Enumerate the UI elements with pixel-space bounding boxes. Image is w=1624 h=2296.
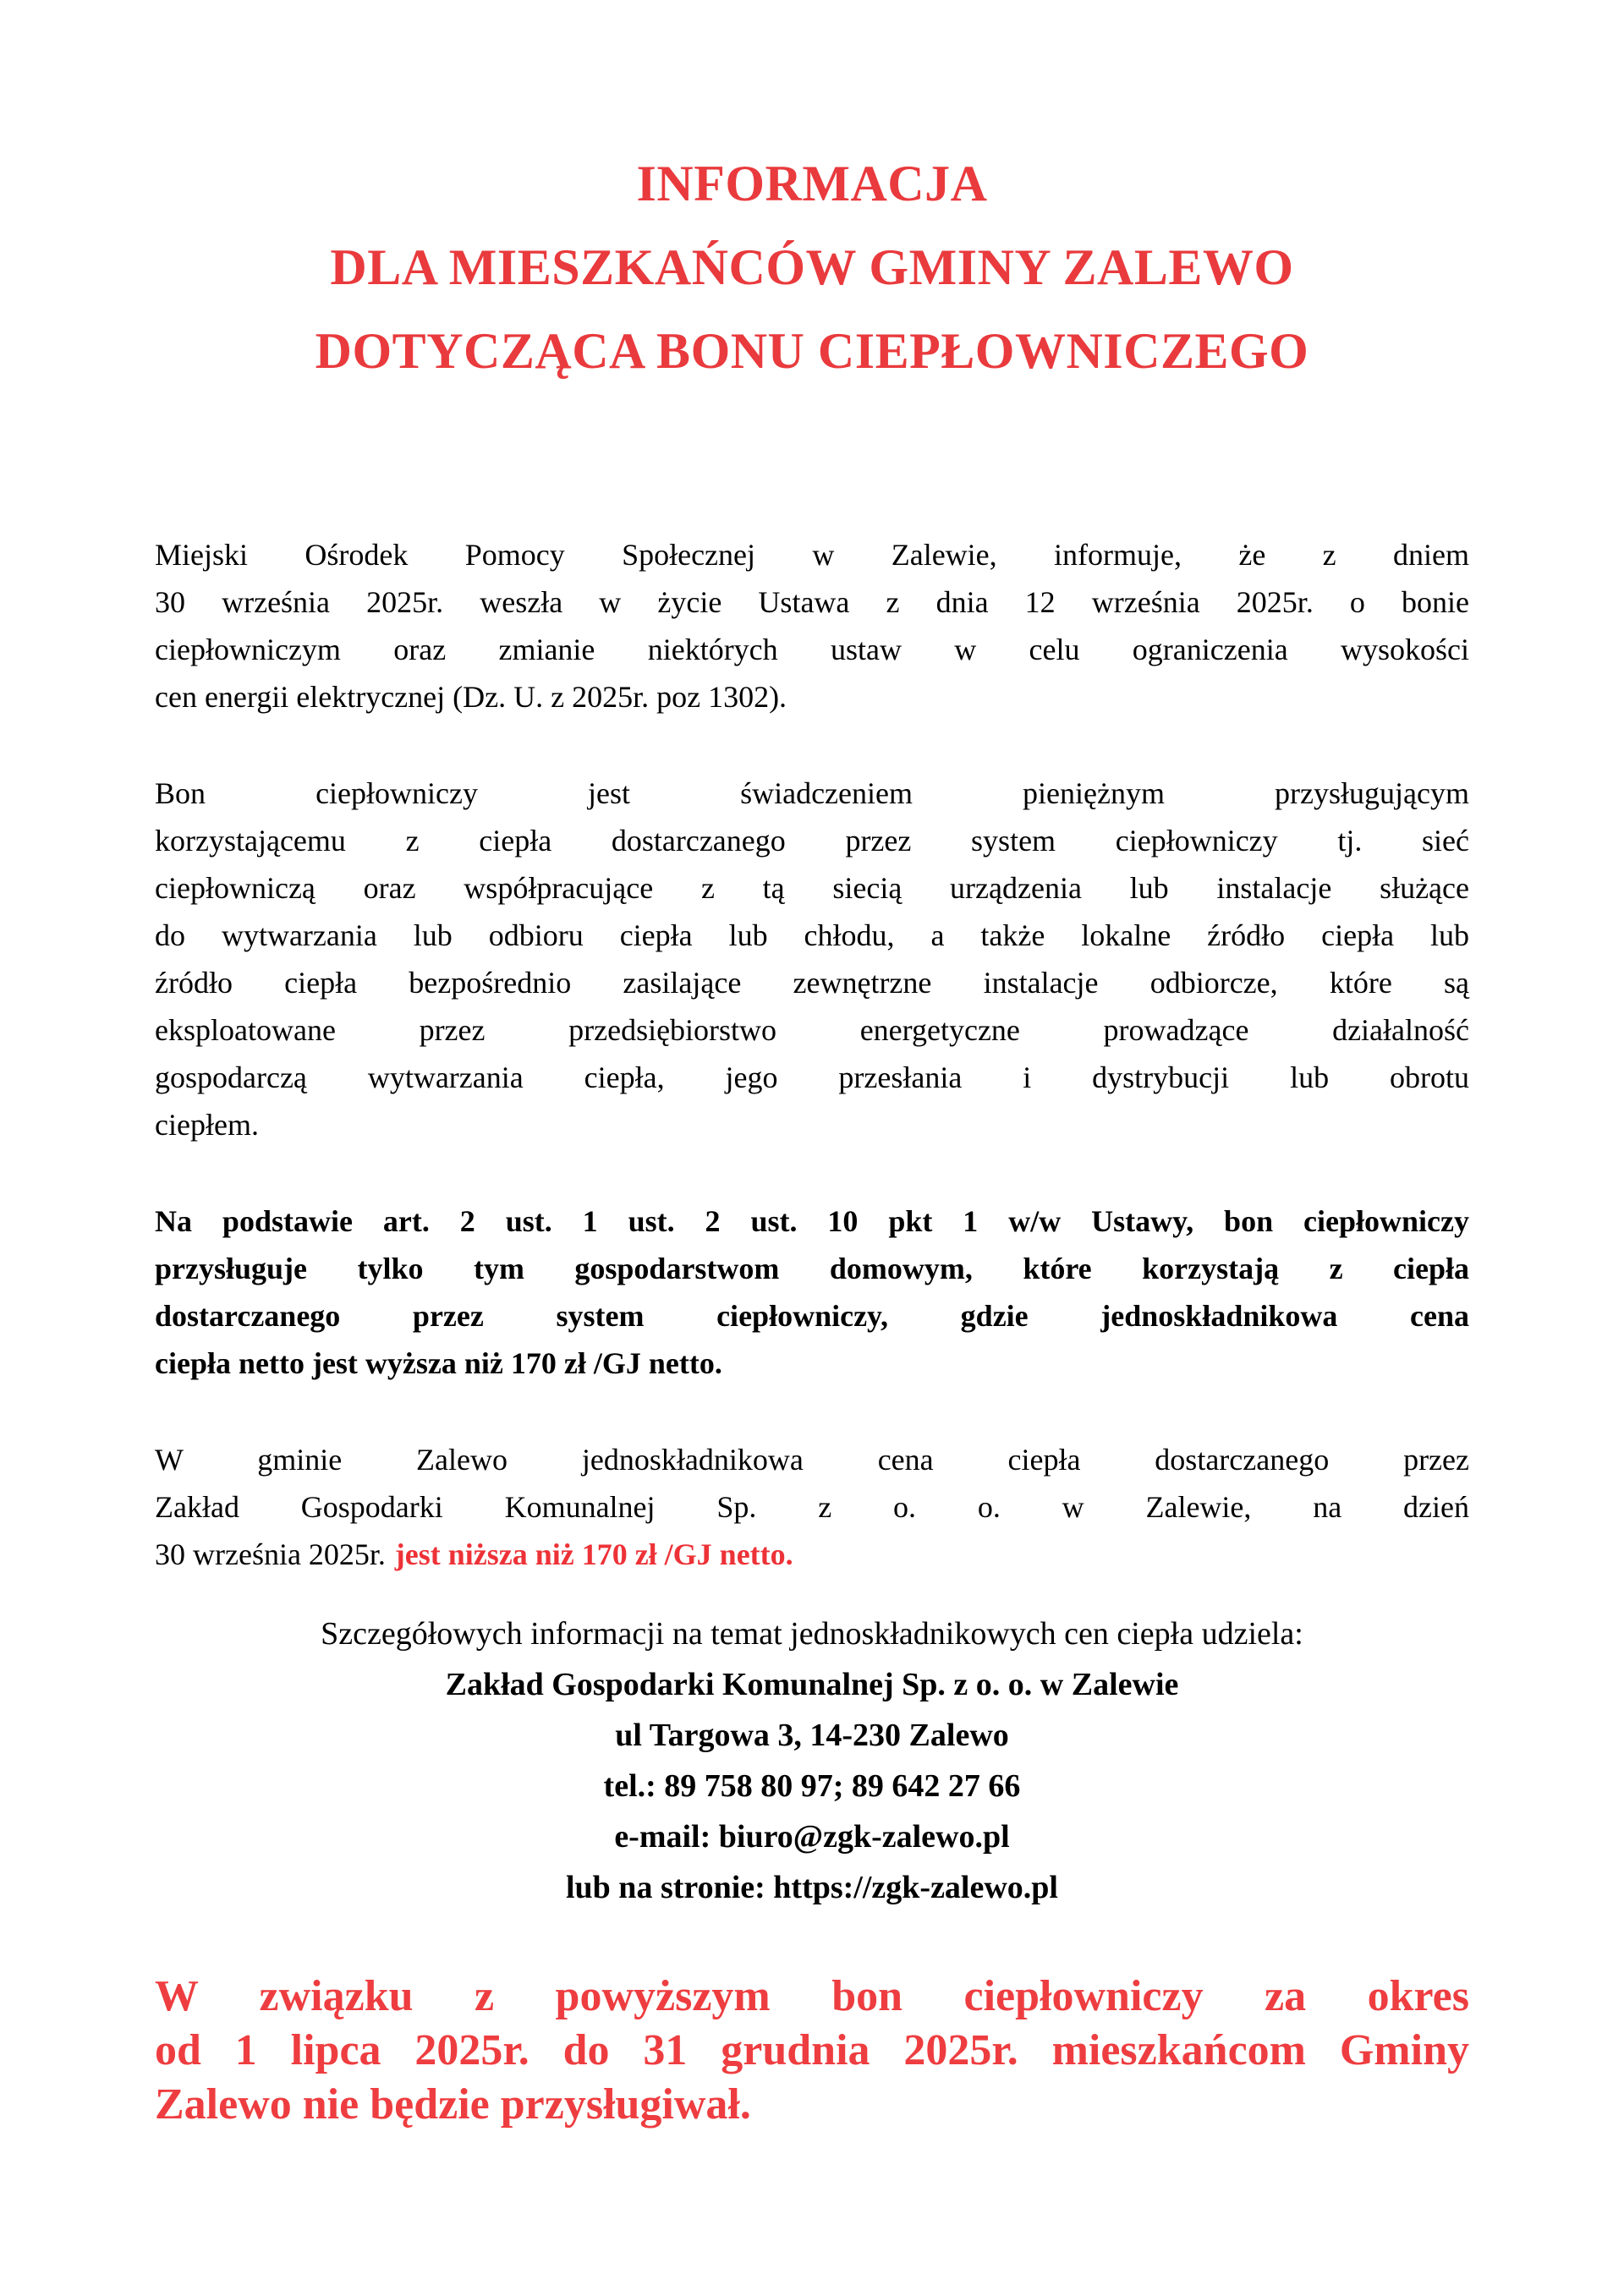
text-line: Zalewo nie będzie przysługiwał. [155,2080,751,2129]
paragraph-local-price [155,1436,1469,1578]
paragraph-bon-definition [155,770,1469,1148]
text-line: korzystającemu z ciepła dostarczanego przez system ciepłowniczy tj. sieć [155,824,1469,858]
text-line: W związku z powyższym bon ciepłowniczy za okres [155,1972,1469,2020]
local-price-line-3 [155,1531,1469,1578]
text-line: eksploatowane przez przedsiębiorstwo energetyczne prowadzące działalność [155,1013,1469,1047]
local-price-line-1: W gminie Zalewo jednoskładnikowa cena ciepła dostarczanego przez [155,1443,1469,1477]
title-line-informacja: INFORMACJA [636,156,988,211]
text-line: przysługuje tylko tym gospodarstwom domowym, które korzystają z ciepła [155,1252,1469,1285]
text-line: ciepłowniczym oraz zmianie niektórych ustaw w celu ograniczenia wysokości [155,633,1469,666]
contact-email: e-mail: biuro@zgk-zalewo.pl [614,1819,1010,1855]
text-line: źródło ciepła bezpośrednio zasilające zewnętrzne instalacje odbiorcze, które są [155,966,1469,1000]
title-line-audience: DLA MIESZKAŃCÓW GMINY ZALEWO [330,239,1294,295]
contact-block [155,1608,1469,1913]
local-price-line-2: Zakład Gospodarki Komunalnej Sp. z o. o. w Zalewie, na dzień [155,1490,1469,1524]
text-line: ciepłem. [155,1108,259,1142]
document-title-block [155,142,1469,393]
local-price-verdict-red: jest niższa niż 170 zł /GJ netto. [394,1537,793,1571]
footer-notice [155,1970,1469,2132]
text-line: Miejski Ośrodek Pomocy Społecznej w Zalewie, informuje, że z dniem [155,538,1469,572]
title-line-subject: DOTYCZĄCA BONU CIEPŁOWNICZEGO [315,323,1309,379]
text-line: ciepła netto jest wyższa niż 170 zł /GJ netto. [155,1346,722,1380]
contact-address: ul Targowa 3, 14-230 Zalewo [615,1718,1009,1753]
text-line: Bon ciepłowniczy jest świadczeniem pieniężnym przysługującym [155,776,1469,810]
contact-website: lub na stronie: https://zgk-zalewo.pl [565,1870,1058,1905]
contact-phone: tel.: 89 758 80 97; 89 642 27 66 [603,1768,1021,1804]
text-line: do wytwarzania lub odbioru ciepła lub chłodu, a także lokalne źródło ciepła lub [155,918,1469,952]
contact-company: Zakład Gospodarki Komunalnej Sp. z o. o. w Zalewie [445,1667,1179,1702]
local-price-date: 30 września 2025r. [155,1537,386,1571]
text-line: dostarczanego przez system ciepłowniczy, gdzie jednoskładnikowa cena [155,1299,1469,1333]
paragraph-law-intro [155,531,1469,721]
text-line: gospodarczą wytwarzania ciepła, jego przesłania i dystrybucji lub obrotu [155,1060,1469,1094]
text-line: ciepłowniczą oraz współpracujące z tą siecią urządzenia lub instalacje służące [155,871,1469,905]
text-line: Na podstawie art. 2 ust. 1 ust. 2 ust. 10 pkt 1 w/w Ustawy, bon ciepłowniczy [155,1204,1469,1238]
contact-intro: Szczegółowych informacji na temat jednoskładnikowych cen ciepła udziela: [321,1616,1303,1652]
text-line: od 1 lipca 2025r. do 31 grudnia 2025r. mieszkańcom Gminy [155,2026,1469,2074]
text-line: cen energii elektrycznej (Dz. U. z 2025r. poz 1302). [155,680,787,714]
paragraph-legal-basis [155,1197,1469,1387]
text-line: 30 września 2025r. weszła w życie Ustawa z dnia 12 września 2025r. o bonie [155,585,1469,619]
